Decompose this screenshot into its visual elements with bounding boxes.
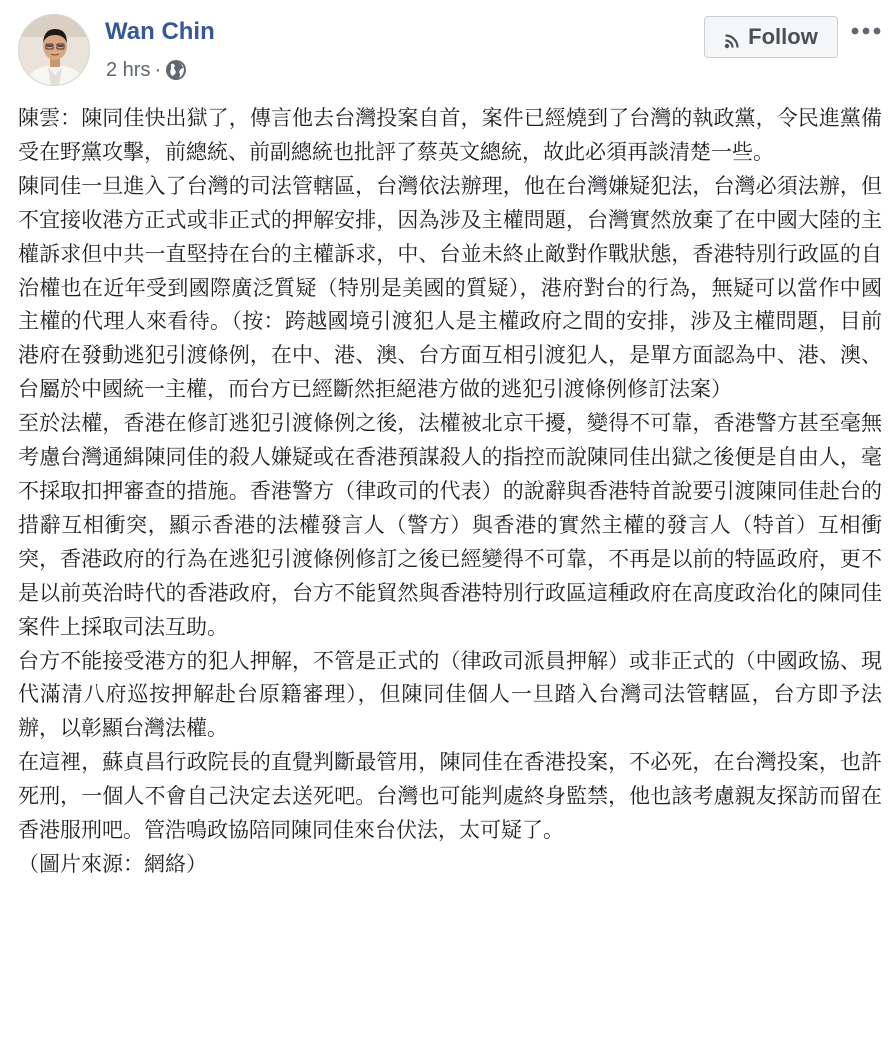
author-name-link[interactable]: Wan Chin <box>105 18 215 45</box>
post-image-source-note: （圖片來源：網絡） <box>18 851 207 876</box>
post-paragraph-2: 陳同佳一旦進入了台灣的司法管轄區，台灣依法辦理，他在台灣嫌疑犯法，台灣必須法辦，但不宜接收港方正式或非正式的押解安排，因為涉及主權問題，台灣實然放棄了在中國大陸的主權訴求但中共一直堅持在台的主權訴求，中、台並未終止敵對作戰狀態，香港特別行政區的自治權也在近年受到國際廣泛質疑（特別是美國的質疑），港府對台的行為，無疑可以當作中國主權的代理人來看待。（按：跨越國境引渡犯人是主權政府之間的安排，涉及主權問題，目前港府在發動逃犯引渡條例，在中、港、澳、台方面互相引渡犯人，是單方面認為中、港、澳、台屬於中國統一主權，而台方已經斷然拒絕港方做的逃犯引渡條例修訂法案） <box>18 173 882 402</box>
post-header <box>0 0 892 96</box>
rss-icon <box>724 29 740 45</box>
more-horizontal-icon <box>850 26 882 36</box>
post-paragraph-4: 台方不能接受港方的犯人押解，不管是正式的（律政司派員押解）或非正式的（中國政協、現代滿清八府巡按押解赴台原籍審理），但陳同佳個人一旦踏入台灣司法管轄區，台方即予法辦，以彰顯台灣法權。 <box>18 648 882 741</box>
author-avatar[interactable] <box>18 14 90 86</box>
post-text <box>18 102 882 882</box>
follow-button[interactable] <box>704 16 838 58</box>
more-options-button[interactable] <box>848 18 884 44</box>
post-paragraph-1: 陳雲：陳同佳快出獄了，傳言他去台灣投案自首，案件已經燒到了台灣的執政黨，令民進黨備受在野黨攻擊，前總統、前副總統也批評了蔡英文總統，故此必須再談清楚一些。 <box>18 106 882 164</box>
follow-button-label: Follow <box>748 24 818 49</box>
post-timestamp-link[interactable]: 2 hrs <box>106 58 151 81</box>
post-meta <box>106 58 187 82</box>
post-paragraph-3: 至於法權，香港在修訂逃犯引渡條例之後，法權被北京干擾，變得不可靠，香港警方甚至毫無考慮台灣通緝陳同佳的殺人嫌疑或在香港預謀殺人的指控而說陳同佳出獄之後便是自由人，毫不採取扣押審查的措施。香港警方（律政司的代表）的說辭與香港特首說要引渡陳同佳赴台的措辭互相衝突，顯示香港的法權發言人（警方）與香港的實然主權的發言人（特首）互相衝突，香港政府的行為在逃犯引渡條例修訂之後已經變得不可靠，不再是以前的特區政府，更不是以前英治時代的香港政府，台方不能貿然與香港特別行政區這種政府在高度政治化的陳同佳案件上採取司法互助。 <box>18 411 882 639</box>
globe-icon[interactable] <box>165 59 187 81</box>
meta-separator: · <box>154 58 162 81</box>
post-paragraph-5: 在這裡，蘇貞昌行政院長的直覺判斷最管用，陳同佳在香港投案，不必死，在台灣投案，也許死刑，一個人不會自己決定去送死吧。台灣也可能判處終身監禁，他也該考慮親友探訪而留在香港服刑吧。管浩鳴政協陪同陳同佳來台伏法，太可疑了。 <box>18 750 882 843</box>
avatar-portrait-image <box>19 15 90 86</box>
